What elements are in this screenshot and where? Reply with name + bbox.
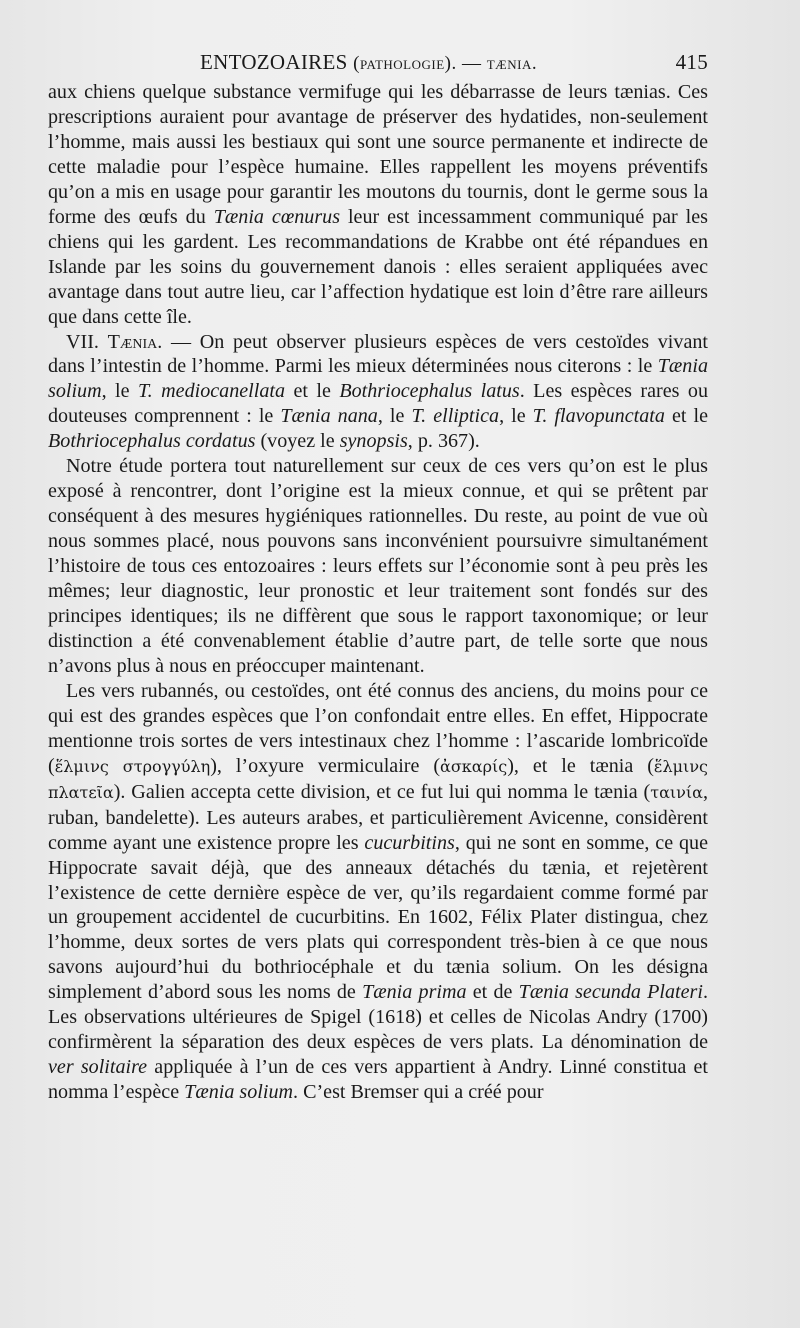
paragraph-2 xyxy=(48,330,708,455)
text-run: et de xyxy=(466,981,519,1004)
species-name: Tænia prima xyxy=(362,981,467,1004)
text-run: ), et le tænia ( xyxy=(507,754,654,777)
species-name: T. flavopunctata xyxy=(532,405,665,428)
species-name: Tænia solium xyxy=(184,1081,294,1104)
section-number: VII. xyxy=(66,330,108,353)
text-run: et le xyxy=(664,405,708,428)
text-run: appliquée à l’un de ces vers appartient à Andry. Linné constitua et nomma l’espèce xyxy=(48,1056,708,1104)
species-name: T. elliptica xyxy=(411,405,500,428)
greek-term: ταινία xyxy=(650,782,703,802)
text-run: ), l’oxyure vermiculaire ( xyxy=(210,754,441,777)
text-run: . Les observations ultérieures de Spigel (1618) et celles de Nicolas Andry (1700) confirmèrent la séparation des deux espèces de vers plats. La dénomination de xyxy=(48,981,708,1054)
running-head xyxy=(48,44,708,80)
species-name: Bothriocephalus latus xyxy=(339,380,520,403)
text-run: aux chiens quelque substance vermifuge qui les débarrasse de leurs tænias. Ces prescriptions auraient pour avantage de préserver des hydatides, non-seulement l’homme, mais aussi les bestiaux qui sont une source permanente et indirecte de cette maladie pour l’espèce humaine. Elles rappellent les moyens préventifs qu’on a mis en usage pour garantir les moutons du tournis, dont le germe sous la forme des œufs du xyxy=(48,81,708,228)
paragraph-1 xyxy=(48,80,708,330)
section-heading: Tænia xyxy=(107,330,158,353)
text-run: , le xyxy=(377,405,412,428)
species-name: Tænia nana xyxy=(280,405,378,428)
running-title xyxy=(200,50,537,75)
greek-term: ἕλμινς στρογγύλη xyxy=(54,756,211,776)
italic-term: cucurbitins xyxy=(364,831,455,854)
text-run: , le xyxy=(101,380,138,403)
running-title-sub: (pathologie). — tænia. xyxy=(353,53,538,74)
page-number: 415 xyxy=(675,50,708,74)
body-text xyxy=(48,80,708,1105)
species-name: T. mediocanellata xyxy=(138,380,286,403)
species-name: Bothriocephalus cordatus xyxy=(48,430,256,453)
greek-term: ἕλμινς πλατεῖα xyxy=(48,756,709,802)
species-name: Tænia cœnurus xyxy=(213,205,341,228)
text-run: ). Galien accepta cette division, et ce fut lui qui nomma le tænia ( xyxy=(113,780,651,803)
text-run: , le xyxy=(499,405,533,428)
text-run: . Les espèces rares ou douteuses comprennent : le xyxy=(48,380,709,428)
paragraph-4 xyxy=(48,679,708,1105)
species-name: Tænia secunda Plateri xyxy=(518,981,703,1004)
text-run: leur est incessamment communiqué par les chiens qui les gardent. Les recommandations de Krabbe ont été répandues en Islande par les soins du gouvernement danois : elles seraient appliquées avec avantage dans tout autre lieu, car l’affection hydatique est loin d’être rare ailleurs que dans cette île. xyxy=(48,205,708,328)
text-run: . C’est Bremser qui a créé pour xyxy=(293,1081,544,1104)
text-run: . — On peut observer plusieurs espèces de vers cestoïdes vivant dans l’intestin de l’homme. Parmi les mieux déterminées nous citerons : le xyxy=(48,330,708,378)
text-run: , qui ne sont en somme, ce que Hippocrate savait déjà, que des anneaux détachés du tænia, et rejetèrent l’existence de cette dernière espèce de ver, qu’ils regardaient comme formé par un groupement accidentel de cucurbitins. En 1602, Félix Plater distingua, chez l’homme, deux sortes de vers plats qui correspondent très-bien à ce que nous savons aujourd’hui du bothriocéphale et du tænia solium. On les désigna simplement d’abord sous les noms de xyxy=(48,831,708,1004)
text-run: , ruban, bandelette). Les auteurs arabes, et particulièrement Avicenne, considèrent comme ayant une existence propre les xyxy=(48,780,708,854)
text-run: et le xyxy=(285,380,340,403)
running-title-main: ENTOZOAIRES xyxy=(200,50,348,74)
text-run: (voyez le xyxy=(255,430,340,453)
paragraph-3: Notre étude portera tout naturellement sur ceux de ces vers qu’on est le plus exposé à rencontrer, dont l’origine est la mieux connue, et qui se prêtent par conséquent à des mesures hygiéniques rationnelles. Du reste, au point de vue où nous sommes placé, nous pouvons sans inconvénient poursuivre simultanément l’histoire de tous ces entozoaires : leurs effets sur l’économie sont à peu près les mêmes; leur diagnostic, leur pronostic et leur traitement sont fondés sur des principes identiques; ils ne diffèrent que sous le rapport taxonomique; or leur distinction a été convenablement établie d’autre part, de telle sorte que nous n’avons plus à nous en préoccuper maintenant. xyxy=(48,455,708,677)
species-name: Tænia solium xyxy=(48,355,708,403)
synopsis-reference: synopsis xyxy=(339,430,408,453)
text-run: Les vers rubannés, ou cestoïdes, ont été connus des anciens, du moins pour ce qui est des grandes espèces que l’on confondait entre elles. En effet, Hippocrate mentionne trois sortes de vers intestinaux chez l’homme : l’ascaride lombricoïde ( xyxy=(48,679,708,777)
text-run: , p. 367). xyxy=(407,430,480,453)
italic-term: ver solitaire xyxy=(48,1056,148,1079)
greek-term: ἀσκαρίς xyxy=(440,756,508,776)
